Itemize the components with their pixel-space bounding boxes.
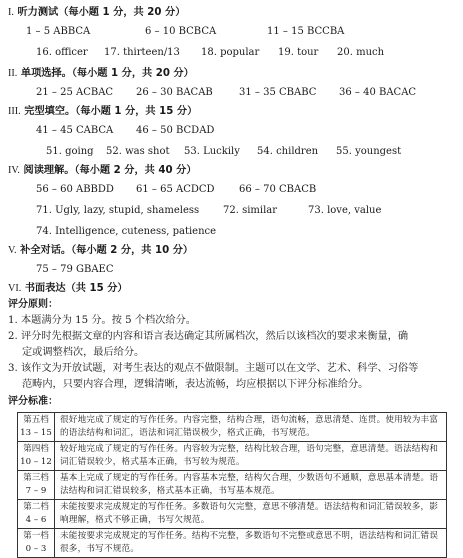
section-4-number: IV. [8,165,20,176]
answer-36-40: 36 – 40 BACAC [339,87,417,98]
section-5-title: 补全对话。（每小题 2 分，共 10 分） [20,245,194,256]
section-6-heading [8,282,128,296]
rubric-band-label: 第二档 [23,502,49,512]
rubric-description: 未能按要求完成规定的写作任务。结构不完整，多数语句不完整或意思不明，语法结构和词汇错误很多，书写不规范。 [55,529,447,558]
rubric-band-label: 第五档 [23,415,49,425]
answer-73: 73. love, value [308,205,382,216]
rubric-band-cell [18,500,55,529]
principle-2-line-1: 2. 评分时先根据文章的内容和语言表达确定其所属档次，然后以该档次的要求来衡量，确 [8,331,409,342]
answer-55: 55. youngest [336,146,402,157]
rubric-row [18,500,447,529]
principle-3-line-1: 3. 该作文为开放试题，对考生表达的观点不做限制。主题可以在文学、艺术、科学、习俗等 [8,363,419,374]
answer-31-35: 31 – 35 CBABC [239,87,317,98]
answer-19: 19. tour [278,47,319,58]
answer-16: 16. officer [36,47,88,58]
section-3-heading [8,105,197,119]
rubric-row [18,413,447,442]
section-2-number: II. [8,68,18,79]
answer-6-10: 6 – 10 BCBCA [145,26,217,37]
rubric-band-cell [18,442,55,471]
answer-75-79: 75 – 79 GBAEC [36,264,114,275]
answer-74: 74. Intelligence, cuteness, patience [36,226,217,237]
rubric-row [18,442,447,471]
answer-71: 71. Ugly, lazy, stupid, shameless [36,205,200,216]
rubric-band-label: 第一档 [23,531,49,541]
rubric-score-range: 4 – 6 [25,515,47,525]
answer-52: 52. was shot [106,146,170,157]
answer-20: 20. much [337,47,385,58]
answer-18: 18. popular [201,47,260,58]
scoring-standards-heading: 评分标准： [8,396,58,407]
answer-11-15: 11 – 15 BCCBA [267,26,345,37]
section-1-title: 听力测试（每小题 1 分，共 20 分） [17,7,186,18]
answer-51: 51. going [46,146,94,157]
rubric-description: 基本上完成了规定的写作任务。内容基本完整，结构欠合理，少数语句不通顺，意思基本清楚。语法结构和词汇错误较多，格式基本正确，书写基本规范。 [55,471,447,500]
section-5-number: V. [8,245,17,256]
section-3-title: 完型填空。（每小题 1 分，共 15 分） [24,106,198,117]
principle-2-line-2: 定或调整档次，最后给分。 [22,347,145,358]
rubric-score-range: 13 – 15 [20,428,52,438]
rubric-band-label: 第四档 [23,444,49,454]
section-4-title: 阅读理解。（每小题 2 分，共 40 分） [23,165,197,176]
principle-1: 1. 本题满分为 15 分。按 5 个档次给分。 [8,315,196,326]
rubric-band-cell [18,413,55,442]
section-6-title: 书面表达（共 15 分） [24,283,128,294]
answer-46-50: 46 – 50 BCDAD [136,125,215,136]
section-2-heading [8,67,194,81]
rubric-score-range: 10 – 12 [20,457,52,467]
rubric-band-label: 第三档 [23,473,49,483]
scoring-principles-heading: 评分原则： [8,299,58,310]
answer-56-60: 56 – 60 ABBDD [36,184,114,195]
section-1-heading [8,6,185,20]
rubric-score-range: 7 – 9 [25,486,47,496]
answer-66-70: 66 – 70 CBACB [239,184,317,195]
section-6-number: VI. [8,283,22,294]
rubric-row [18,529,447,558]
section-1-number: I. [8,7,14,18]
principle-3-line-2: 范畴内，只要内容合理，逻辑清晰，表达流畅，均应根据以下评分标准给分。 [22,379,369,390]
section-3-number: III. [8,106,21,117]
answer-54: 54. children [257,146,319,157]
rubric-band-cell [18,471,55,500]
rubric-table [17,412,447,558]
rubric-score-range: 0 – 3 [25,544,47,554]
answer-17: 17. thirteen/13 [104,47,180,58]
answer-53: 53. Luckily [184,146,240,157]
rubric-row [18,471,447,500]
rubric-band-cell [18,529,55,558]
rubric-description: 未能按要求完成规定的写作任务。多数语句欠完整，意思不够清楚。语法结构和词汇错误较多，影响理解，格式不够正确，书写欠规范。 [55,500,447,529]
rubric-description: 很好地完成了规定的写作任务。内容完整，结构合理，语句流畅，意思清楚、连贯。使用较为丰富的语法结构和词汇，语法和词汇错误极少，格式正确，书写规范。 [55,413,447,442]
answer-61-65: 61 – 65 ACDCD [136,184,215,195]
answer-1-5: 1 – 5 ABBCA [26,26,91,37]
answer-41-45: 41 – 45 CABCA [36,125,114,136]
answer-21-25: 21 – 25 ACBAC [36,87,114,98]
section-4-heading [8,164,197,178]
section-5-heading [8,244,193,258]
answer-26-30: 26 – 30 BACAB [136,87,213,98]
rubric-description: 较好地完成了规定的写作任务。内容较为完整，结构比较合理，语句完整，意思清楚。语法结构和词汇错误较少，格式基本正确，书写较为规范。 [55,442,447,471]
answer-72: 72. similar [223,205,278,216]
section-2-title: 单项选择。（每小题 1 分，共 20 分） [20,68,194,79]
